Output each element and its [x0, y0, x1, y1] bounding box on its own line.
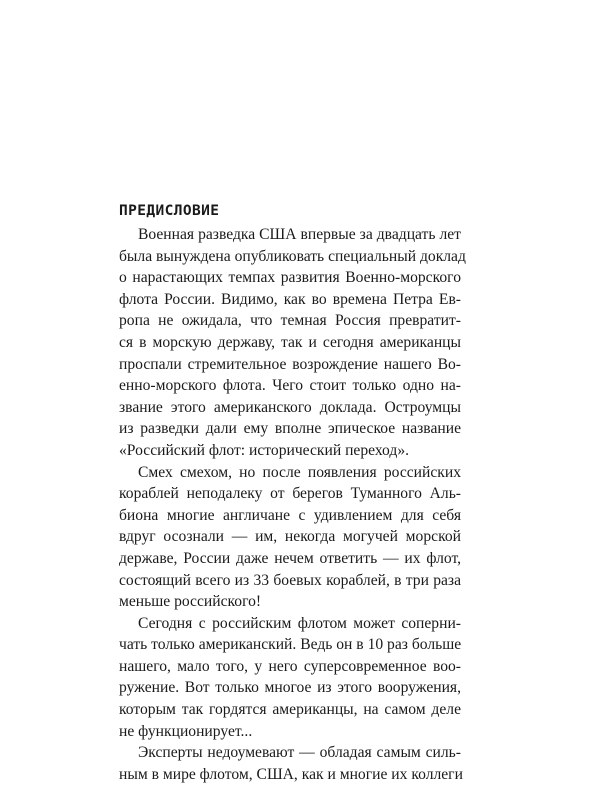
text-line: проспали стремительное возрождение нашего Во-: [119, 355, 461, 373]
body-text: [119, 224, 466, 785]
text-line: ружение. Вот только многое из этого вооружения,: [119, 679, 461, 697]
text-line: которым так гордятся американцы, на самом деле: [119, 701, 461, 719]
text-line: была вынуждена опубликовать специальный доклад: [119, 247, 466, 265]
text-line: ся в морскую державу, так и сегодня американцы: [119, 333, 461, 351]
text-line: вдруг осознали — им, некогда могучей морской: [119, 528, 461, 546]
text-line: Эксперты недоумевают — обладая самым силь-: [138, 744, 461, 762]
text-line: Сегодня с российским флотом может соперни-: [138, 614, 461, 632]
text-line: Смех смехом, но после появления российских: [138, 463, 461, 481]
text-line: «Российский флот: исторический переход».: [119, 441, 410, 459]
text-line: звание этого американского доклада. Остроумцы: [119, 398, 461, 416]
text-line: ным в мире флотом, США, как и многие их коллеги: [119, 765, 463, 783]
text-line: флота России. Видимо, как во времена Петра Ев-: [119, 290, 461, 308]
text-line: енно-морского флота. Чего стоит только одно на-: [119, 377, 461, 395]
text-line: чать только американский. Ведь он в 10 раз больше: [119, 636, 462, 654]
text-line: биона многие англичане с удивлением для себя: [119, 506, 461, 524]
text-line: из разведки дали ему вполне эпическое название: [119, 420, 461, 438]
page-heading: ПРЕДИСЛОВИЕ: [119, 203, 220, 219]
text-line: Военная разведка США впервые за двадцать лет: [138, 226, 461, 243]
text-line: ропа не ожидала, что темная Россия превратит-: [119, 312, 461, 330]
text-line: державе, России даже нечем ответить — их флот,: [119, 549, 461, 567]
text-line: не функционирует...: [119, 722, 253, 740]
text-line: меньше российского!: [119, 593, 262, 611]
text-line: состоящий всего из 33 боевых кораблей, в три раза: [119, 571, 461, 589]
text-line: о нарастающих темпах развития Военно-морского: [119, 269, 461, 287]
text-line: нашего, мало того, у него суперсовременное воо-: [119, 657, 461, 675]
text-line: кораблей неподалеку от берегов Туманного Аль-: [119, 485, 461, 503]
